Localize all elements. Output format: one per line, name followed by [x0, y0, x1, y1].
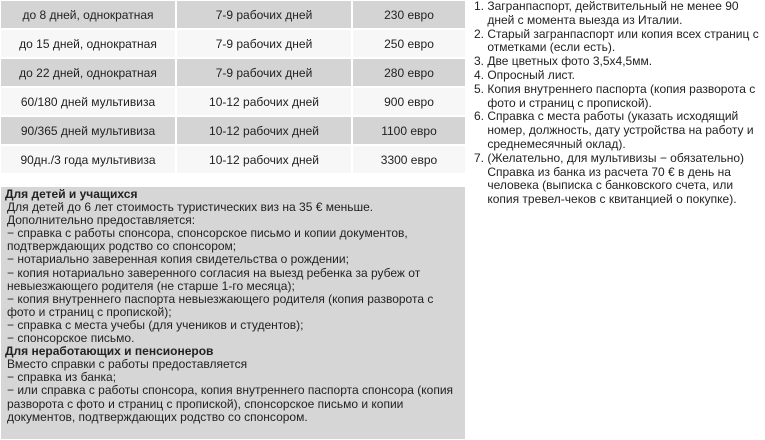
price-cell: 900 евро [353, 88, 465, 115]
table-row [1, 146, 465, 173]
list-item [474, 83, 764, 111]
children-section-line: Дополнительно предоставляется: [7, 213, 196, 228]
list-item-line: человека (выписка с банковского счета, или [474, 178, 734, 193]
visa-duration-cell: 90дн./3 года мультивиза [1, 146, 175, 173]
children-section-line: − нотариально заверенная копия свидетельства о рождении; [7, 252, 349, 267]
unemployed-section-line: Вместо справки с работы предоставляется [7, 357, 248, 372]
list-item [474, 0, 764, 28]
children-section-line: невыезжающего родителя (не старше 1-го месяца); [7, 278, 295, 293]
visa-price-table [0, 0, 467, 175]
visa-duration-cell: 90/365 дней мультивиза [1, 117, 175, 144]
list-item [474, 28, 764, 56]
children-section-line: − копия внутреннего паспорта невыезжающего родителя (копия разворота с [7, 291, 434, 306]
unemployed-section-line: документов, подтверждающих родство со спонсором. [7, 409, 308, 424]
list-item-line: 6. Справка с места работы (указать исходящий [474, 109, 739, 124]
children-section-line: − справка с работы спонсора, спонсорское письмо и копии документов, [7, 226, 408, 241]
processing-time-cell: 7-9 рабочих дней [177, 59, 351, 86]
list-item-line: 1. Загранпаспорт, действительный не менее 90 [474, 0, 739, 13]
list-item-line: дней с момента выезда из Италии. [474, 12, 683, 27]
visa-duration-cell: до 15 дней, однократная [1, 30, 175, 57]
processing-time-cell: 10-12 рабочих дней [177, 88, 351, 115]
list-item [474, 55, 764, 69]
list-item-line: номер, должность, дату устройства на работу и [474, 123, 754, 138]
table-row [1, 30, 465, 57]
price-cell: 250 евро [353, 30, 465, 57]
documents-list [474, 0, 764, 207]
processing-time-cell: 10-12 рабочих дней [177, 117, 351, 144]
table-row [1, 117, 465, 144]
processing-time-cell: 10-12 рабочих дней [177, 146, 351, 173]
visa-duration-cell: до 22 дней, однократная [1, 59, 175, 86]
children-section-line: Для детей до 6 лет стоимость туристических виз на 35 € меньше. [7, 200, 374, 215]
price-cell: 3300 евро [353, 146, 465, 173]
children-section-line: − копия нотариально заверенного согласия на выезд ребенка за рубеж от [7, 265, 421, 280]
list-item [474, 152, 764, 207]
price-cell: 230 евро [353, 1, 465, 28]
price-cell: 1100 евро [353, 117, 465, 144]
list-item-line: 7. (Желательно, для мультивизы − обязательно) [474, 150, 745, 165]
list-item-line: фото и страниц с пропиской). [474, 95, 652, 110]
visa-duration-cell: до 8 дней, однократная [1, 1, 175, 28]
list-item-line: Справка из банка из расчета 70 € в день на [474, 164, 731, 179]
list-item-line: копия тревел-чеков с квитанцией о покупке). [474, 192, 737, 207]
visa-duration-cell: 60/180 дней мультивиза [1, 88, 175, 115]
requirements-block [1, 187, 465, 439]
unemployed-section-line: − справка из банка; [7, 370, 117, 385]
children-section-line: − спонсорское письмо. [7, 331, 135, 346]
children-section-heading: Для детей и учащихся [5, 187, 138, 201]
unemployed-section-line: − или справка с работы спонсора, копия внутреннего паспорта спонсора (копия [7, 383, 454, 398]
list-item [474, 110, 764, 151]
list-item-line: 3. Две цветных фото 3,5х4,5мм. [474, 54, 653, 69]
list-item-line: 5. Копия внутреннего паспорта (копия разворота с [474, 81, 756, 96]
processing-time-cell: 7-9 рабочих дней [177, 1, 351, 28]
table-row [1, 59, 465, 86]
list-item-line: 4. Опросный лист. [474, 67, 576, 82]
left-column [0, 0, 466, 175]
list-item-line: отметками (если есть). [474, 40, 616, 55]
children-section-line: фото и страниц с пропиской); [7, 304, 172, 319]
table-row [1, 88, 465, 115]
children-section-line: − справка с места учебы (для учеников и студентов); [7, 317, 304, 332]
price-cell: 280 евро [353, 59, 465, 86]
processing-time-cell: 7-9 рабочих дней [177, 30, 351, 57]
list-item [474, 69, 764, 83]
table-row [1, 1, 465, 28]
children-section-line: подтверждающих родство со спонсором; [7, 239, 237, 254]
unemployed-section-line: разворота с фото и страниц с пропиской), спонсорское письмо и копии [7, 396, 404, 411]
list-item-line: 2. Старый загранпаспорт или копия всех страниц с [474, 26, 759, 41]
list-item-line: среднемесячный оклад). [474, 136, 626, 151]
unemployed-section-heading: Для неработающих и пенсионеров [5, 344, 214, 359]
